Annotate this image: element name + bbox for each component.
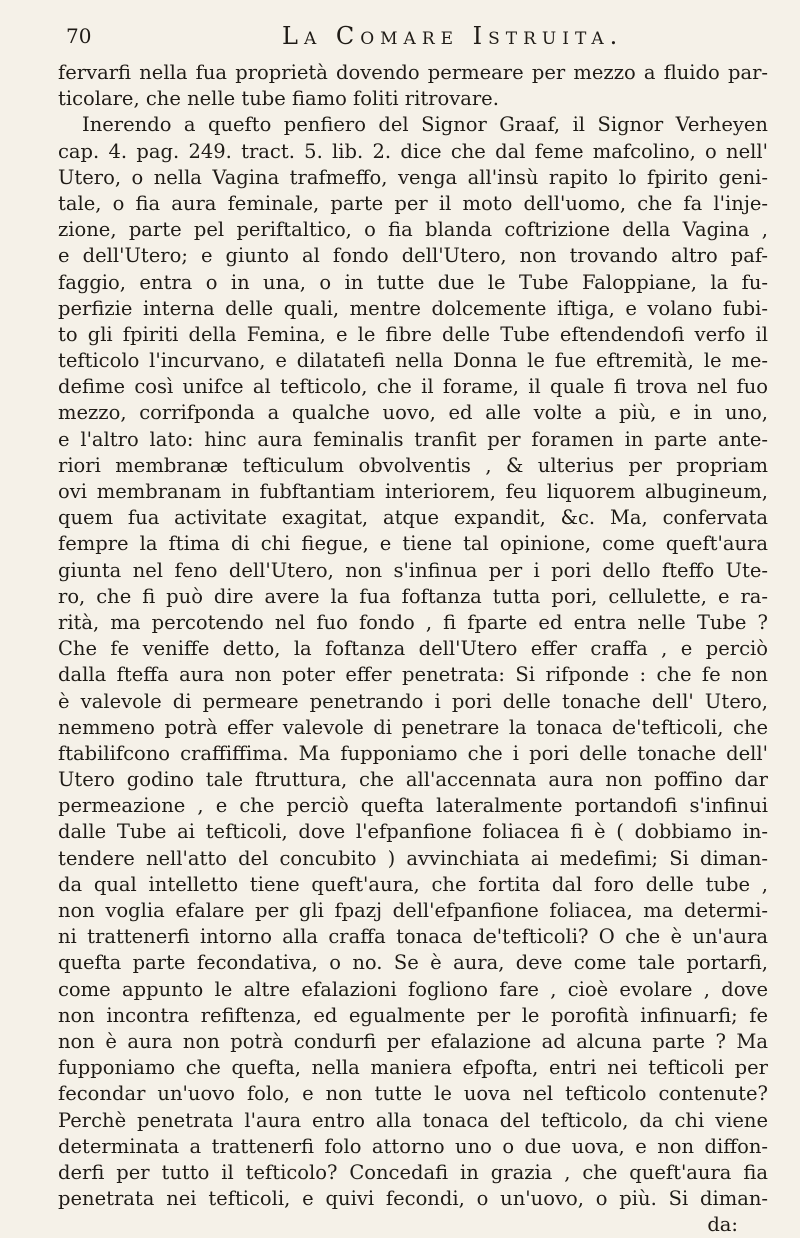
text-line: ftabilifcono craffiffima. Ma fupponiamo che i pori delle tonache dell' — [58, 741, 768, 765]
running-title: La Comare Istruita. — [282, 22, 624, 50]
text-line: permeazione , e che perciò quefta lateralmente portandofi s'infinui — [58, 794, 768, 818]
text-line: perfizie interna delle quali, mentre dolcemente iftiga, e volano fubi- — [58, 296, 768, 320]
text-line: rità, ma percotendo nel fuo fondo , fi fparte ed entra nelle Tube ? — [58, 610, 768, 634]
text-line: e dell'Utero; e giunto al fondo dell'Utero, non trovando altro paf- — [58, 244, 768, 268]
text-line: tefticolo l'incurvano, e dilatatefi nella Donna le fue eftremità, le me- — [58, 349, 768, 373]
text-line: Che fe veniffe detto, la foftanza dell'Utero effer craffa , e perciò — [58, 637, 768, 661]
text-line: to gli fpiriti della Femina, e le fibre delle Tube eftendendofi verfo il — [58, 322, 768, 346]
text-line: giunta nel feno dell'Utero, non s'infinua per i pori dello fteffo Ute- — [58, 558, 768, 582]
text-line: quefta parte fecondativa, o no. Se è aura, deve come tale portarfi, — [58, 951, 768, 975]
text-line: non incontra refiftenza, ed egualmente per le porofità infinuarfi; fe — [58, 1003, 768, 1027]
text-line: Utero godino tale ftruttura, che all'accennata aura non poffino dar — [58, 768, 768, 792]
text-line: e l'altro lato: hinc aura feminalis tranfit per foramen in parte ante- — [58, 427, 768, 451]
text-line: faggio, entra o in una, o in tutte due le Tube Faloppiane, la fu- — [58, 270, 768, 294]
body-text — [58, 60, 768, 1238]
text-line: tale, o fia aura feminale, parte per il moto dell'uomo, che fa l'inje- — [58, 191, 768, 215]
text-line: cap. 4. pag. 249. tract. 5. lib. 2. dice che dal feme mafcolino, o nell' — [58, 139, 768, 163]
text-line: da qual intelletto tiene queft'aura, che fortita dal foro delle tube , — [58, 872, 768, 896]
text-line: fempre la ftima di chi fiegue, e tiene tal opinione, come queft'aura — [58, 532, 768, 556]
text-line: mezzo, corrifponda a qualche uovo, ed alle volte a più, e in uno, — [58, 401, 768, 425]
text-line: determinata a trattenerfi folo attorno uno o due uova, e non diffon- — [58, 1134, 768, 1158]
text-line: è valevole di permeare penetrando i pori delle tonache dell' Utero, — [58, 689, 768, 713]
text-line: non è aura non potrà condurfi per efalazione ad alcuna parte ? Ma — [58, 1029, 768, 1053]
text-line: Inerendo a quefto penfiero del Signor Graaf, il Signor Verheyen — [82, 113, 768, 137]
text-line: ni trattenerfi intorno alla craffa tonaca de'tefticoli? O che è un'aura — [58, 925, 768, 949]
text-line: fupponiamo che quefta, nella maniera efpofta, entri nei tefticoli per — [58, 1056, 768, 1080]
text-line: ovi membranam in fubftantiam interiorem, feu liquorem albugineum, — [58, 480, 768, 503]
text-line: Perchè penetrata l'aura entro alla tonaca del tefticolo, da chi viene — [58, 1108, 768, 1132]
text-line: penetrata nei tefticoli, e quivi fecondi, o un'uovo, o più. Si diman- — [58, 1187, 768, 1211]
text-line: defime così unifce al tefticolo, che il forame, il quale fi trova nel fuo — [58, 375, 768, 399]
text-line: nemmeno potrà effer valevole di penetrare la tonaca de'tefticoli, che — [58, 715, 768, 739]
text-line: dalle Tube ai tefticoli, dove l'efpanfione foliacea fi è ( dobbiamo in- — [58, 820, 768, 844]
page-header — [66, 20, 766, 54]
text-line: ticolare, che nelle tube fiamo foliti ritrovare. — [58, 87, 499, 111]
text-line: derfi per tutto il tefticolo? Concedafi in grazia , che queft'aura fia — [58, 1160, 768, 1184]
text-line: Utero, o nella Vagina trafmeffo, venga all'insù rapito lo fpirito geni- — [58, 165, 768, 189]
text-line: fervarfi nella fua proprietà dovendo permeare per mezzo a fluido par- — [58, 61, 768, 84]
text-line: riori membranæ tefticulum obvolventis , & ulterius per propriam — [58, 453, 768, 477]
text-line: come appunto le altre efalazioni fogliono fare , cioè evolare , dove — [58, 977, 768, 1001]
text-line: tendere nell'atto del concubito ) avvinchiata ai medefimi; Si diman- — [58, 846, 768, 870]
catchword: da: — [707, 1213, 738, 1237]
text-line: zione, parte pel periftaltico, o fia blanda coftrizione della Vagina , — [58, 218, 768, 242]
text-line: fecondar un'uovo folo, e non tutte le uova nel tefticolo contenute? — [58, 1082, 768, 1106]
text-line: quem fua activitate exagitat, atque expandit, &c. Ma, confervata — [58, 506, 768, 530]
text-line: non voglia efalare per gli fpazj dell'efpanfione foliacea, ma determi- — [58, 899, 768, 922]
text-line: dalla fteffa aura non poter effer penetrata: Si rifponde : che fe non — [58, 663, 768, 687]
page-number: 70 — [66, 24, 92, 48]
text-line: ro, che fi può dire avere la fua foftanza tutta pori, cellulette, e ra- — [58, 584, 768, 608]
